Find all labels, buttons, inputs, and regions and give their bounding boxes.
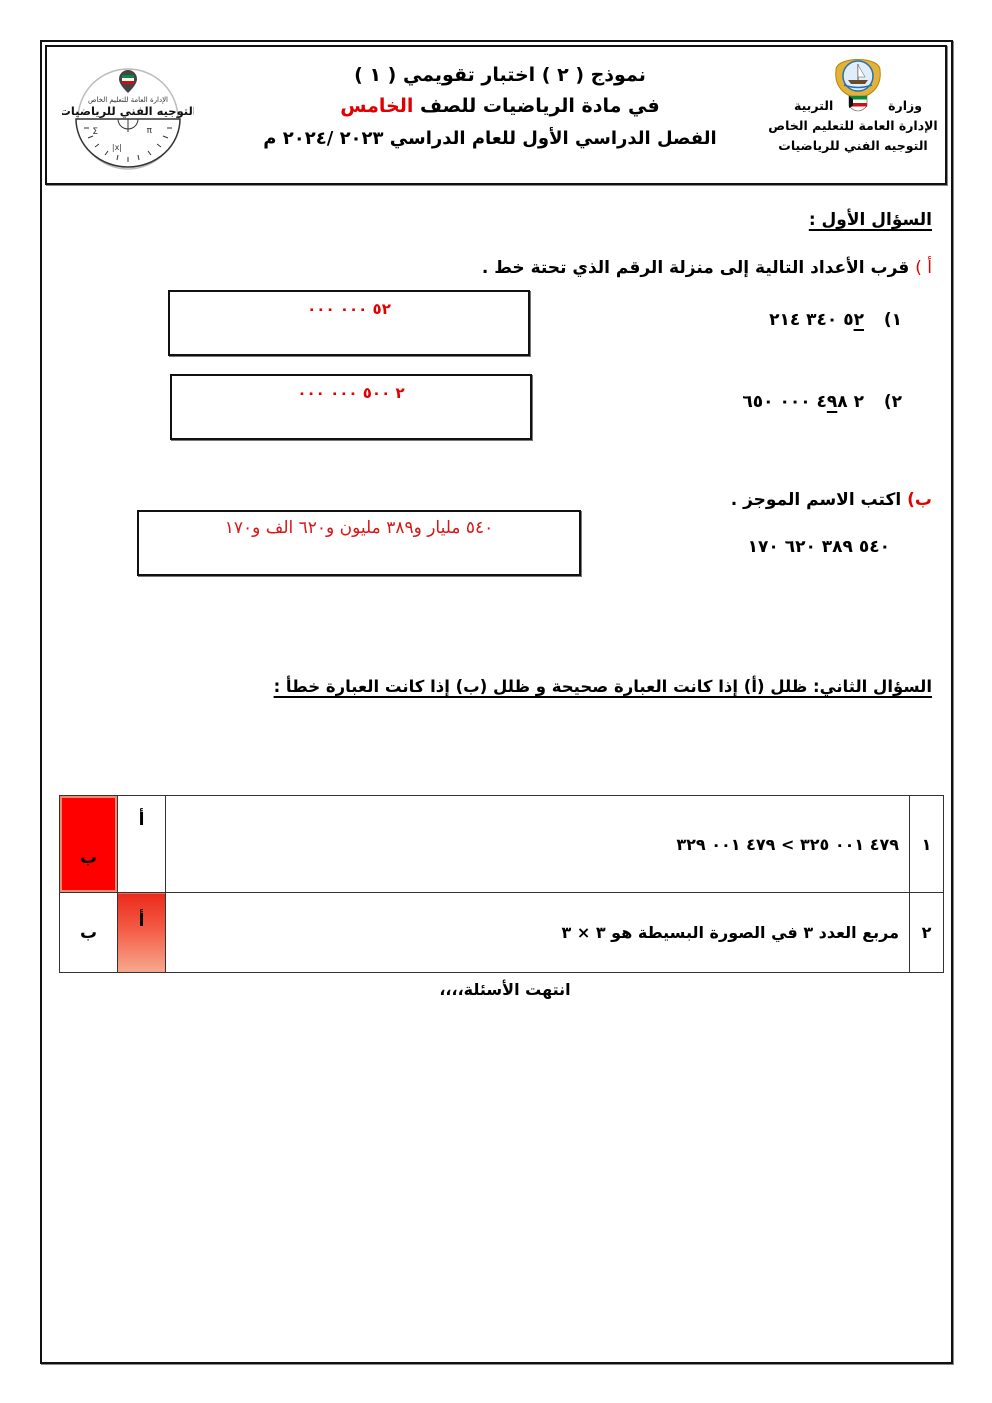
answer-box-1[interactable] [168,290,530,356]
option-a-label: أ [138,911,145,931]
ministry-supervision: التوجيه الفني للرياضيات [778,138,928,153]
statement-cell [166,893,910,973]
round-item-2 [742,392,902,412]
table-row [60,796,944,893]
statement-text: مربع العدد ٣ في الصورة البسيطة هو ٣ × ٣ [561,923,899,942]
answer-box-2[interactable] [170,374,532,440]
statement-text: ٤٧٩ ٠٠١ ٣٢٥ > ٤٧٩ ٠٠١ ٣٢٩ [676,834,899,854]
part-b-label: ب) [907,490,932,510]
question1-part-b-instruction [731,490,932,510]
statement-cell [166,796,910,893]
ministry-department: الإدارة العامة للتعليم الخاص [768,118,938,133]
end-of-questions: انتهت الأسئلة،،،، [439,980,571,999]
kuwait-pin-icon [119,70,137,93]
option-a-label: أ [138,810,145,830]
exam-title: نموذج ( ٢ ) اختبار تقويمي ( ١ ) [354,64,646,86]
exam-subject-line [290,95,710,117]
math-supervision-logo [62,66,194,172]
question1-title: السؤال الأول : [808,210,932,230]
ministry-word-ministry: وزارة [888,98,922,113]
subject-prefix: في مادة الرياضيات للصف [413,95,660,117]
item-number: ٢ ٤٩٨ ٠٠٠ ٦٥٠ [742,392,864,412]
item-index: ٢) [883,392,902,412]
underlined-digit: ٢ [853,310,864,330]
option-b-cell-selected[interactable] [60,796,118,893]
option-b-label: ب [79,922,98,943]
ministry-word-education: التربية [794,98,834,113]
part-a-label: أ ) [915,258,932,278]
answer-text-2: ٢ ٥٠٠ ٠٠٠ ٠٠٠ [297,384,405,402]
round-item-1 [769,310,902,330]
underlined-digit: ٩ [826,392,838,412]
row-number: ١ [910,796,944,893]
item-index: ١) [883,310,902,330]
grade-highlight: الخامس [340,95,414,117]
svg-text:الإدارة العامة للتعليم الخاص: الإدارة العامة للتعليم الخاص [87,96,169,104]
table-row [60,893,944,973]
answer-text-short-name: ٥٤٠ مليار و٣٨٩ مليون و٦٢٠ الف و١٧٠ [224,518,494,538]
exam-term-line: الفصل الدراسي الأول للعام الدراسي ٢٠٢٣ /٢٠٢٤ م [263,128,717,149]
svg-text:π: π [146,126,152,136]
row-number: ٢ [910,893,944,973]
short-name-number: ٥٤٠ ٣٨٩ ٦٢٠ ١٧٠ [747,537,890,557]
ministry-text [760,96,946,156]
svg-text:Σ: Σ [92,127,98,137]
option-b-cell[interactable] [60,893,118,973]
item-number: ٥٢ ٣٤٠ ٢١٤ [769,310,864,330]
question1-part-a-instruction [482,258,932,278]
page-border [40,40,953,1364]
option-a-cell[interactable] [118,796,166,893]
option-a-cell-selected[interactable] [118,893,166,973]
question2-title: السؤال الثاني: ظلل (أ) إذا كانت العبارة صحيحة و ظلل (ب) إذا كانت العبارة خطأ : [273,677,932,696]
answer-text-1: ٥٢ ٠٠٠ ٠٠٠ [307,300,391,318]
answer-box-short-name[interactable] [137,510,581,576]
svg-text:التوجيه الفني للرياضيات: التوجيه الفني للرياضيات [62,104,194,118]
option-b-label: ب [79,848,98,868]
part-a-text: قرب الأعداد التالية إلى منزلة الرقم الذي تحتة خط . [481,258,910,278]
true-false-table [59,795,944,973]
part-b-text: اكتب الاسم الموجز . [730,490,902,510]
svg-text:|x|: |x| [111,143,122,152]
